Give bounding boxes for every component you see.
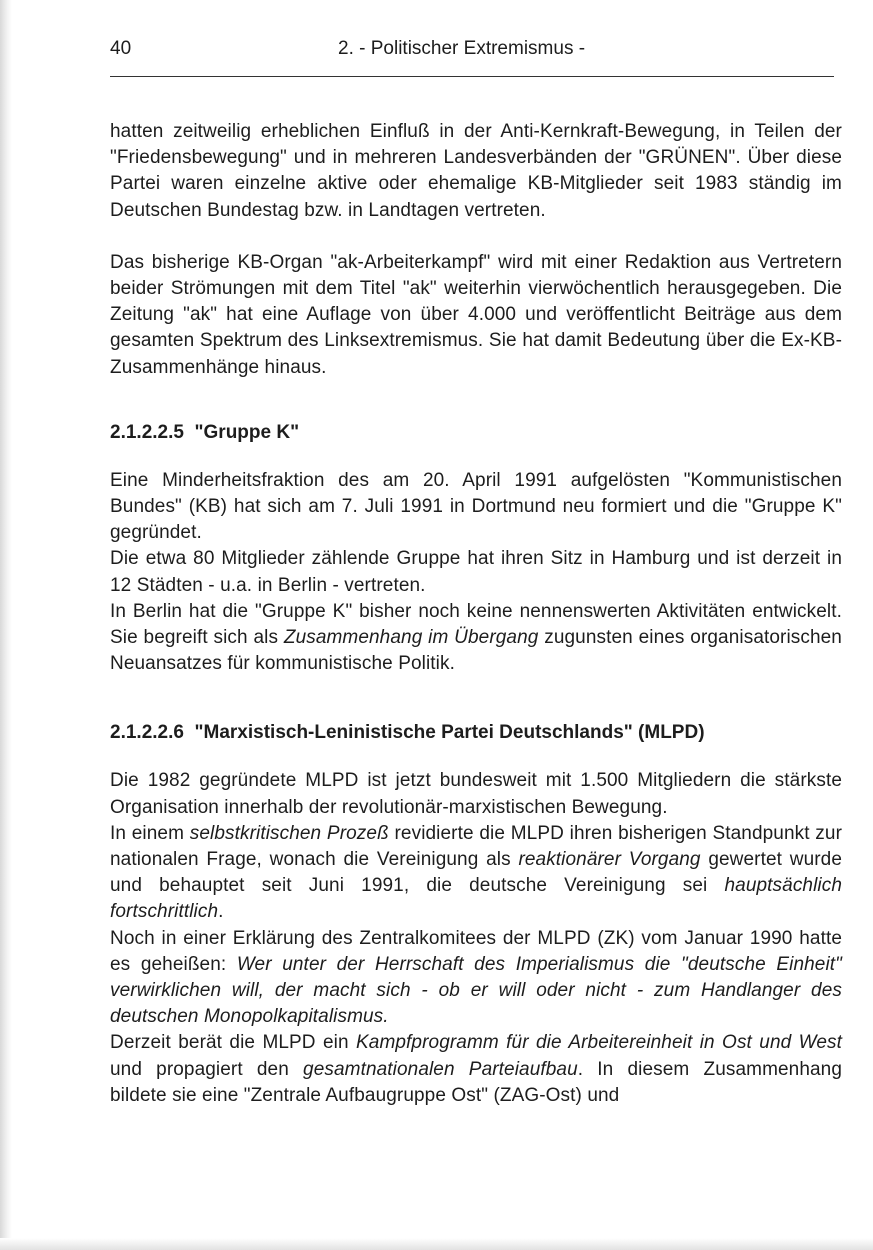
italic-phrase: selbstkritischen Prozeß (189, 822, 389, 844)
paragraph-mlpd-national-question (110, 821, 842, 926)
text-run: . (218, 901, 224, 923)
page-header (110, 38, 840, 68)
italic-phrase: Kampfprogramm für die Arbeitereinheit in Ost und West (356, 1032, 842, 1054)
italic-phrase: gesamtnationalen Parteiaufbau (303, 1058, 578, 1080)
italic-phrase: reaktionärer Vorgang (518, 849, 701, 871)
page-bottom-shadow (0, 1238, 873, 1250)
text-run: In Berlin hat die "Gruppe K" bisher noch keine nennenswerten Aktivitäten entwickelt. Sie begreift sich als (110, 600, 842, 649)
italic-quote: Wer unter der Herrschaft des Imperialismus die "deutsche Einheit" verwirklichen will, der macht sich - ob er will oder nicht - zum Handlanger des deutschen Monopolkapitalismus. (110, 953, 843, 1028)
page-edge-shadow (0, 0, 12, 1250)
paragraph-kb-influence: hatten zeitweilig erheblichen Einfluß in der Anti-Kernkraft-Bewegung, in Teilen der "Friedensbewegung" und in mehreren Landesverbänden der "GRÜNEN". Über diese Partei waren einzelne aktive oder ehemalige KB-Mitglieder seit 1983 ständig im Deutschen Bundestag bzw. in Landtagen vertreten. (110, 121, 842, 221)
text-run: Noch in einer Erklärung des Zentralkomitees der MLPD (ZK) vom Januar 1990 hatte es geheißen: (110, 927, 842, 975)
text-run: revidierte die MLPD ihren bisherigen Standpunkt zur nationalen Frage, wonach die Vereinigung als (110, 822, 843, 871)
text-run: In einem (110, 822, 190, 844)
running-title: 2. - Politischer Extremismus - (338, 38, 586, 59)
italic-phrase: Zusammenhang im Übergang (283, 627, 539, 649)
italic-phrase: hauptsächlich fortschrittlich (110, 875, 842, 923)
paragraph-mlpd-zk-declaration (110, 926, 842, 1031)
paragraph-gruppe-k-members: Die etwa 80 Mitglieder zählende Gruppe hat ihren Sitz in Hamburg und ist derzeit in 12 Städten - u.a. in Berlin - vertreten. (110, 548, 842, 596)
text-run: zugunsten eines organisatorischen Neuansatzes für kommunistische Politik. (110, 627, 842, 675)
paragraph-mlpd-founding: Die 1982 gegründete MLPD ist jetzt bundesweit mit 1.500 Mitgliedern die stärkste Organisation innerhalb der revolutionär-marxistischen Bewegung. (110, 770, 842, 818)
paragraph-gruppe-k-founding: Eine Minderheitsfraktion des am 20. April 1991 aufgelösten "Kommunistischen Bundes" (KB) hat sich am 7. Juli 1991 in Dortmund neu formiert und die "Gruppe K" gegründet. (110, 469, 842, 544)
header-rule (110, 76, 834, 77)
paragraph-gruppe-k-berlin (110, 599, 842, 678)
section-heading-gruppe-k: 2.1.2.2.5 "Gruppe K" (110, 421, 300, 443)
page-number: 40 (110, 38, 132, 59)
page-body (110, 119, 842, 1109)
text-run: . In diesem Zusammenhang bildete sie eine "Zentrale Aufbaugruppe Ost" (ZAG-Ost) und (110, 1058, 842, 1106)
text-run: gewertet wurde und behauptet seit Juni 1991, die deutsche Vereinigung sei (110, 849, 842, 897)
section-heading-mlpd: 2.1.2.2.6 "Marxistisch-Leninistische Partei Deutschlands" (MLPD) (110, 722, 705, 744)
text-run: Derzeit berät die MLPD ein (110, 1032, 357, 1054)
text-run: und propagiert den (110, 1058, 304, 1080)
paragraph-mlpd-program (110, 1030, 842, 1109)
paragraph-ak-newspaper: Das bisherige KB-Organ "ak-Arbeiterkampf" wird mit einer Redaktion aus Vertretern beider Strömungen mit dem Titel "ak" weiterhin vierwöchentlich herausgegeben. Die Zeitung "ak" hat eine Auflage von über 4.000 und veröffentlicht Beiträge aus dem gesamten Spektrum des Linksextremismus. Sie hat damit Bedeutung über die Ex-KB-Zusammenhänge hinaus. (110, 251, 842, 378)
